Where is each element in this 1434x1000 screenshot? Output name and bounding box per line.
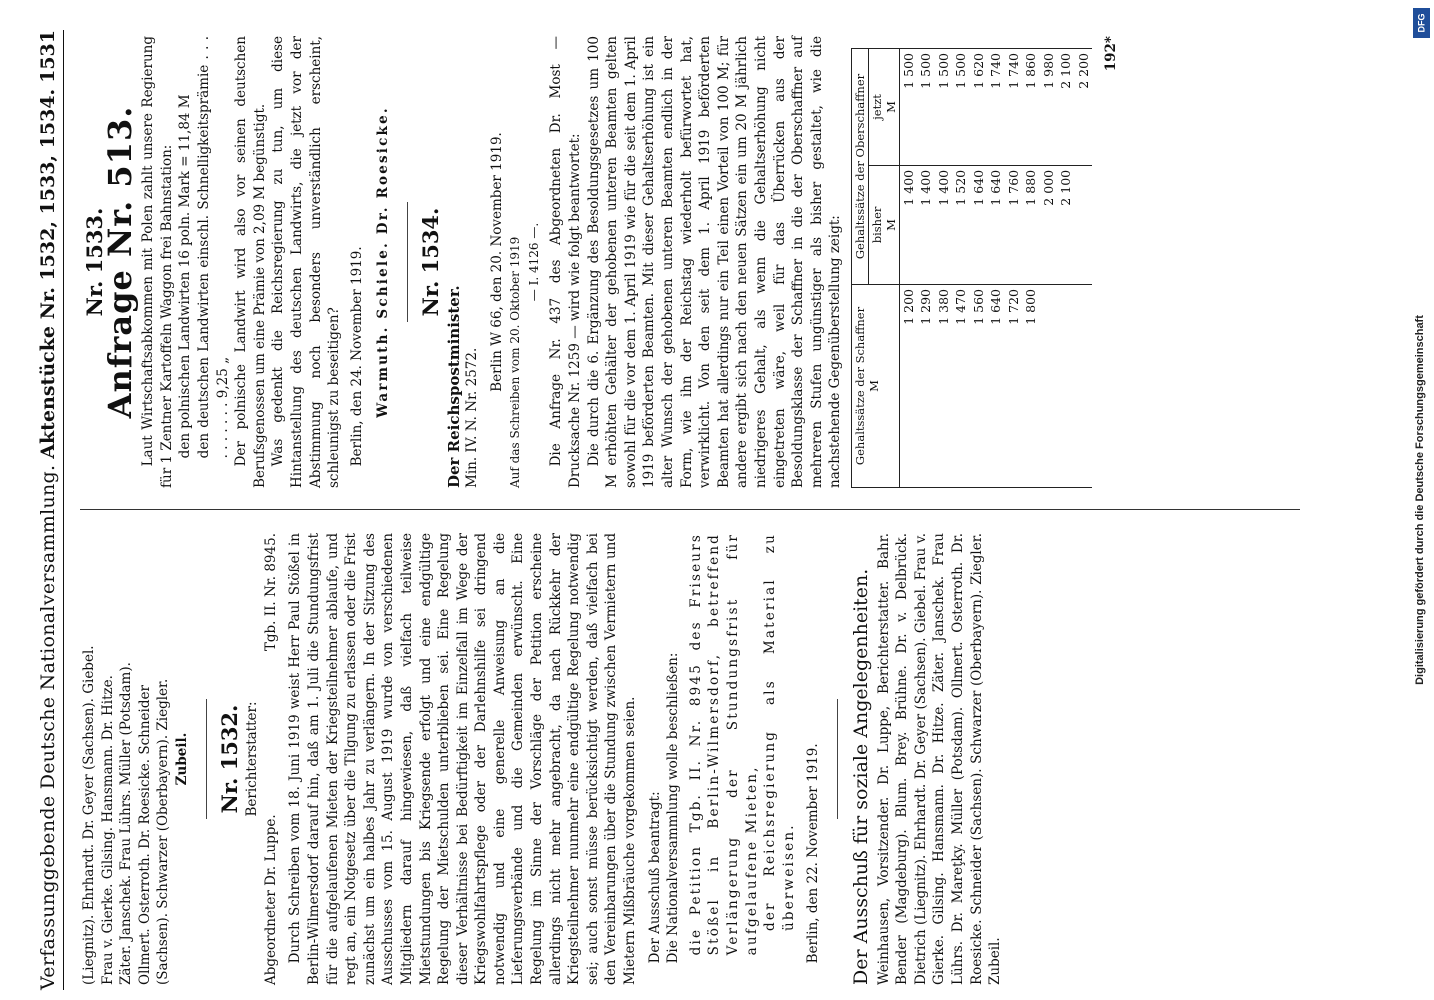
- members-line: Frau v. Gierke. Gilsing. Hansmann. Dr. Hitze.: [99, 675, 116, 985]
- table-row: [952, 49, 970, 488]
- page-number: 1531: [37, 30, 59, 83]
- section-title: Der Ausschuß für soziale Angelegenheiten.: [849, 568, 872, 985]
- schreiben-number: — I. 4126 —.: [526, 222, 541, 302]
- cell-schaffner: 1 290: [917, 284, 935, 487]
- schreiben-reference: Auf das Schreiben vom 20. Oktober 1919: [508, 236, 523, 488]
- members-bottom: Weinhausen, Vorsitzender. Dr. Luppe, Berichterstatter. Bahr. Bender (Magdeburg). Blum. Brey. Brühne. Dr. v. Delbrück. Dietrich (Liegnitz). Ehrhardt. Dr. Geyer (Sachsen). Giebel. Frau v. Gierke. Gilsing. Hansmann. Dr. Hitze. Zäter. Janschek. Frau Lührs. Dr. Mareţky. Müller (Potsdam). Ollmert. Osterroth. Dr. Roesicke. Schneider (Sachsen). Schwarzer (Oberbayern). Ziegler. Zubeil.: [875, 533, 1004, 985]
- anfrage-text: Laut Wirtschaftsabkommen mit Polen zahlt unsere Regierung für 1 Zentner Kartoffeln Waggon frei Bahnstation:: [140, 36, 175, 488]
- berichterstatter-label: Berichterstatter:: [244, 701, 261, 817]
- cell-bisher: 1 400: [899, 165, 917, 284]
- cell-bisher: 1 640: [970, 165, 988, 284]
- cell-bisher: 2 000: [1040, 165, 1058, 284]
- cell-jetzt: 1 980: [1040, 49, 1058, 166]
- ausschuss-beantragt: Der Ausschuß beantragt:: [646, 791, 663, 964]
- document-number-1534: Nr. 1534.: [417, 207, 443, 317]
- header-schaffner: Gehaltssätze der Schaffner M: [851, 284, 899, 487]
- body-1534: Die durch die 6. Ergänzung des Besoldungsgesetzes um 100 M erhöhten Gehälter der gehobenen unteren Beamten gelten sowohl für die vor dem 1. April 1919 wie für die seit dem 1. April 1919 beförderten Beamten. Mit dieser Gehaltserhöhung ist ein alter Wunsch der gehobenen unteren Beamten endlich in der Form, wie ihn der Reichstag wiederholt befürwortet hat, verwirklicht. Von den seit dem 1. April 1919 beförderten Beamten hat allerdings nur ein Teil einen Vorteil von 100 M; für andere ergibt sich nach den neuen Sätzen ein um 20 M jährlich niedrigeres Gehalt, als wenn die Gehaltserhöhung nicht eingetreten wäre, weil für das Überrücken aus der Besoldungsklasse der Schaffner in die der Oberschaffner auf mehreren Stufen ungünstiger als bisher gestaltet, wie die nachstehende Gegenüberstellung zeigt:: [585, 36, 844, 488]
- cell-schaffner: 1 560: [970, 284, 988, 487]
- cell-jetzt: 2 100: [1057, 49, 1075, 166]
- cell-jetzt: 1 740: [1005, 49, 1023, 166]
- cell-schaffner: 1 380: [935, 284, 953, 487]
- price-line-polish: den polnischen Landwirten 16 poln. Mark = 11,84 M: [177, 94, 194, 459]
- cell-bisher: 1 400: [917, 165, 935, 284]
- minister-reference: Min. IV. N. Nr. 2572.: [464, 347, 481, 488]
- tgb-reference: Tgb. II. Nr. 8945.: [262, 533, 279, 652]
- separator: [407, 202, 408, 322]
- digitization-note: Digitalisierung gefördert durch die Deutsche Forschungsgemeinschaft: [1414, 315, 1427, 685]
- cell-jetzt: 2 200: [1075, 49, 1093, 166]
- table-row: [1022, 49, 1040, 488]
- column-divider: [80, 509, 1300, 510]
- nationalversammlung-beschliessen: Die Nationalversammlung wolle beschließen:: [665, 652, 682, 964]
- petition-text: die Petition Tgb. II. Nr. 8945 des Friseurs Stößel in Berlin-Wilmersdorf, betreffend Verlängerung der Stundungsfrist für aufgelaufene Mieten,: [687, 533, 760, 956]
- cell-jetzt: 1 740: [987, 49, 1005, 166]
- page-header: [30, 30, 64, 990]
- header-jetzt: jetzt M: [868, 49, 899, 166]
- date-1533: Berlin, den 24. November 1919.: [348, 246, 365, 467]
- table-row: [935, 49, 953, 488]
- table-row: [1005, 49, 1023, 488]
- members-line: Zäter. Janschek. Frau Lührs. Müller (Potsdam).: [118, 662, 135, 985]
- date-1532: Berlin, den 22. November 1919.: [805, 743, 822, 964]
- cell-jetzt: 1 500: [917, 49, 935, 166]
- gedenkt-text: Was gedenkt die Reichsregierung zu tun, um diese Hintanstellung des deutschen Landwirts, die jetzt vor der Abstimmung noch besonders unverständlich erscheint, schleunigst zu beseitigen?: [270, 36, 343, 488]
- dfg-logo: DFG: [1413, 8, 1430, 38]
- cell-jetzt: 1 620: [970, 49, 988, 166]
- salary-table: [851, 48, 1093, 488]
- document-number-1532: Nr. 1532.: [216, 704, 242, 814]
- cell-bisher: 1 520: [952, 165, 970, 284]
- cell-jetzt: 1 860: [1022, 49, 1040, 166]
- cell-schaffner: 1 800: [1022, 284, 1040, 487]
- members-line: (Liegnitz). Ehrhardt. Dr. Geyer (Sachsen). Giebel.: [81, 645, 97, 985]
- right-column: [80, 36, 1121, 488]
- cell-schaffner: 1 720: [1005, 284, 1023, 487]
- cell-bisher: 1 760: [1005, 165, 1023, 284]
- signers-1533: Warmuth. Schiele. Dr. Roesicke.: [375, 106, 392, 418]
- cell-schaffner: 1 640: [987, 284, 1005, 487]
- table-row: [1057, 49, 1075, 488]
- cell-bisher: 1 880: [1022, 165, 1040, 284]
- cell-bisher: 1 400: [935, 165, 953, 284]
- cell-schaffner: [1075, 284, 1093, 487]
- minister-title: Der Reichspostminister.: [444, 285, 463, 488]
- left-column: [80, 533, 1005, 985]
- table-row: [899, 49, 917, 488]
- table-row: [987, 49, 1005, 488]
- table-row: [1040, 49, 1058, 488]
- footer-sheet-number: 192*: [1103, 36, 1120, 72]
- reichsregierung-text: der Reichsregierung als Material zu überweisen.: [762, 533, 797, 931]
- members-line: Zubeil.: [173, 732, 190, 786]
- cell-schaffner: [1040, 284, 1058, 487]
- price-line-german: den deutschen Landwirten einschl. Schnelligkeitsprämie . . . . . . . . . . 9,25 „: [195, 36, 231, 459]
- cell-bisher: 1 640: [987, 165, 1005, 284]
- header-document-ref: Aktenstücke Nr. 1532, 1533, 1534.: [37, 88, 59, 459]
- members-line: (Sachsen). Schwarzer (Oberbayern). Ziegler.: [155, 678, 172, 985]
- anfrage-437-text: Die Anfrage Nr. 437 des Abgeordneten Dr. Most — Drucksache Nr. 1259 — wird wie folgt beantwortet:: [548, 36, 584, 488]
- members-line: Ollmert. Osterroth. Dr. Roesicke. Schneider: [136, 685, 153, 985]
- polnische-landwirt-text: Der polnische Landwirt wird also vor seinen deutschen Berufsgenossen um eine Prämie von 2,09 M begünstigt.: [233, 36, 268, 488]
- header-bisher: bisher M: [868, 165, 899, 284]
- anfrage-513-heading: Anfrage Nr. 513.: [100, 105, 139, 419]
- document-number-1533: Nr. 1533.: [82, 207, 107, 317]
- separator: [206, 699, 207, 819]
- header-title: Verfassunggebende Deutsche Nationalversammlung.: [37, 464, 59, 990]
- cell-jetzt: 1 500: [952, 49, 970, 166]
- abgeordneter: Abgeordneter Dr. Luppe.: [262, 814, 279, 985]
- body-1532: Durch Schreiben vom 18. Juni 1919 weist Herr Paul Stößel in Berlin-Wilmersdorf darauf hin, daß am 1. Juli die Stundungsfrist für die aufgelaufenen Mieten der Kriegsteilnehmer ablaufe, und regt an, ein Notgesetz über die Tilgung zu erlassen oder die Frist zunächst um ein halbes Jahr zu verlängern. In der Sitzung des Ausschusses vom 15. August 1919 wurde von verschiedenen Mitgliedern darauf hingewiesen, daß vielfach teilweise Mietstundungen bis Kriegsende erfolgt und eine endgültige Regelung der Mietschulden unterblieben sei. Eine Regelung dieser Verhältnisse bei Bedürftigkeit im Einzelfall im Wege der Kriegswohlfahrtspflege oder der Darlehnshilfe sei dringend notwendig und eine generelle Anweisung an die Lieferungsverbände und die Gemeinden erwünscht. Eine Regelung im Sinne der Vorschläge der Petition erscheine allerdings nicht mehr angebracht, da nach Rückkehr der Kriegsteilnehmer nunmehr eine endgültige Regelung notwendig sei; auch sonst müsse berücksichtigt werden, daß vielfach bei den Vereinbarungen über die Stundung zwischen Vermietern und Mietern Mißbräuche vorgekommen seien.: [287, 533, 639, 985]
- berlin-w66-date: Berlin W 66, den 20. November 1919.: [488, 132, 505, 392]
- cell-schaffner: 1 200: [899, 284, 917, 487]
- cell-schaffner: 1 470: [952, 284, 970, 487]
- table-row: [917, 49, 935, 488]
- table-row: [970, 49, 988, 488]
- separator: [837, 699, 838, 819]
- reporter-row: [262, 533, 281, 985]
- cell-bisher: 2 100: [1057, 165, 1075, 284]
- cell-jetzt: 1 500: [899, 49, 917, 166]
- cell-schaffner: [1057, 284, 1075, 487]
- cell-jetzt: 1 500: [935, 49, 953, 166]
- cell-bisher: [1075, 165, 1093, 284]
- header-oberschaffner: Gehaltssätze der Oberschaffner: [851, 49, 868, 285]
- table-row: [1075, 49, 1093, 488]
